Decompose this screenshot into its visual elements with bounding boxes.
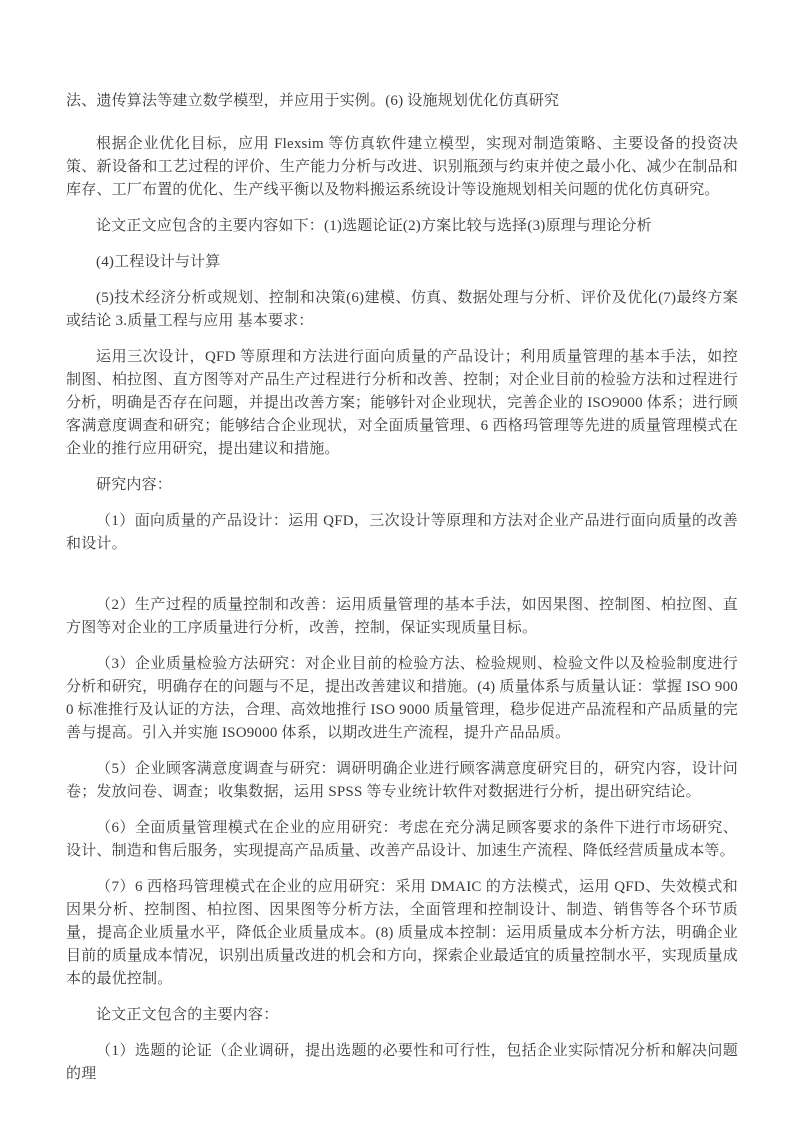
paragraph-item-4-engineering-design: (4)工程设计与计算 <box>96 254 221 270</box>
paragraph-items-5-7-and-section-3: (5)技术经济分析或规划、控制和决策(6)建模、仿真、数据处理与分析、评价及优化(7)最终方案或结论 3.质量工程与应用 基本要求： <box>66 290 738 329</box>
paragraph-item-2-process-quality-control: （2）生产过程的质量控制和改善：运用质量管理的基本手法，如因果图、控制图、柏拉图、直方图等对企业的工序质量进行分析，改善，控制，保证实现质量目标。 <box>66 597 738 636</box>
paragraph-thesis-contents-list: 论文正文应包含的主要内容如下：(1)选题论证(2)方案比较与选择(3)原理与理论分析 <box>96 218 652 234</box>
paragraph-item-3-4-inspection-and-iso9000: （3）企业质量检验方法研究：对企业目前的检验方法、检验规则、检验文件以及检验制度进行分析和研究，明确存在的问题与不足，提出改善建议和措施。(4) 质量体系与质量认证：掌握 ISO 9000 标准推行及认证的方法，合理、高效地推行 ISO 9000 质量管理，稳步促进产品流程和产品质量的完善与提高。引入并实施 ISO9000 体系，以期改进生产流程，提升产品品质。 <box>66 656 738 741</box>
paragraph-item-1-quality-product-design: （1）面向质量的产品设计：运用 QFD，三次设计等原理和方法对企业产品进行面向质量的改善和设计。 <box>66 513 738 552</box>
paragraph-item-7-8-six-sigma-quality-cost: （7）6 西格玛管理模式在企业的应用研究：采用 DMAIC 的方法模式，运用 QFD、失效模式和因果分析、控制图、柏拉图、因果图等分析方法，全面管理和控制设计、制造、销售等各个环节质量，提高企业质量水平，降低企业质量成本。(8) 质量成本控制：运用质量成本分析方法，明确企业目前的质量成本情况，识别出质量改进的机会和方向，探索企业最适宜的质量控制水平，实现质量成本的最优控制。 <box>66 879 738 987</box>
paragraph-item-6-tqm-application: （6）全面质量管理模式在企业的应用研究：考虑在充分满足顾客要求的条件下进行市场研究、设计、制造和售后服务，实现提高产品质量、改善产品设计、加速生产流程、降低经营质量成本等。 <box>66 820 738 859</box>
paragraph-flexsim-simulation: 根据企业优化目标，应用 Flexsim 等仿真软件建立模型，实现对制造策略、主要设备的投资决策、新设备和工艺过程的评价、生产能力分析与改进、识别瓶颈与约束并使之最小化、减少在制品和库存、工厂布置的优化、生产线平衡以及物料搬运系统设计等设施规划相关问题的优化仿真研究。 <box>66 136 738 198</box>
paragraph-research-content-heading: 研究内容： <box>96 477 173 493</box>
paragraph-continuation: 法、遗传算法等建立数学模型，并应用于实例。(6) 设施规划优化仿真研究 <box>66 93 560 109</box>
paragraph-main-contents-heading: 论文正文包含的主要内容： <box>96 1007 279 1023</box>
paragraph-basic-requirements: 运用三次设计，QFD 等原理和方法进行面向质量的产品设计；利用质量管理的基本手法，如控制图、柏拉图、直方图等对产品生产过程进行分析和改善、控制；对企业目前的检验方法和过程进行分析，明确是否存在问题，并提出改善方案；能够针对企业现状，完善企业的 ISO9000 体系；进行顾客满意度调查和研究；能够结合企业现状，对全面质量管理、6 西格玛管理等先进的质量管理模式在企业的推行应用研究，提出建议和措施。 <box>66 349 738 457</box>
paragraph-item-1-topic-justification: （1）选题的论证（企业调研，提出选题的必要性和可行性，包括企业实际情况分析和解决问题的理 <box>66 1043 738 1082</box>
paragraph-item-5-customer-satisfaction: （5）企业顾客满意度调查与研究：调研明确企业进行顾客满意度研究目的，研究内容，设计问卷；发放问卷、调查；收集数据，运用 SPSS 等专业统计软件对数据进行分析，提出研究结论。 <box>66 761 738 800</box>
